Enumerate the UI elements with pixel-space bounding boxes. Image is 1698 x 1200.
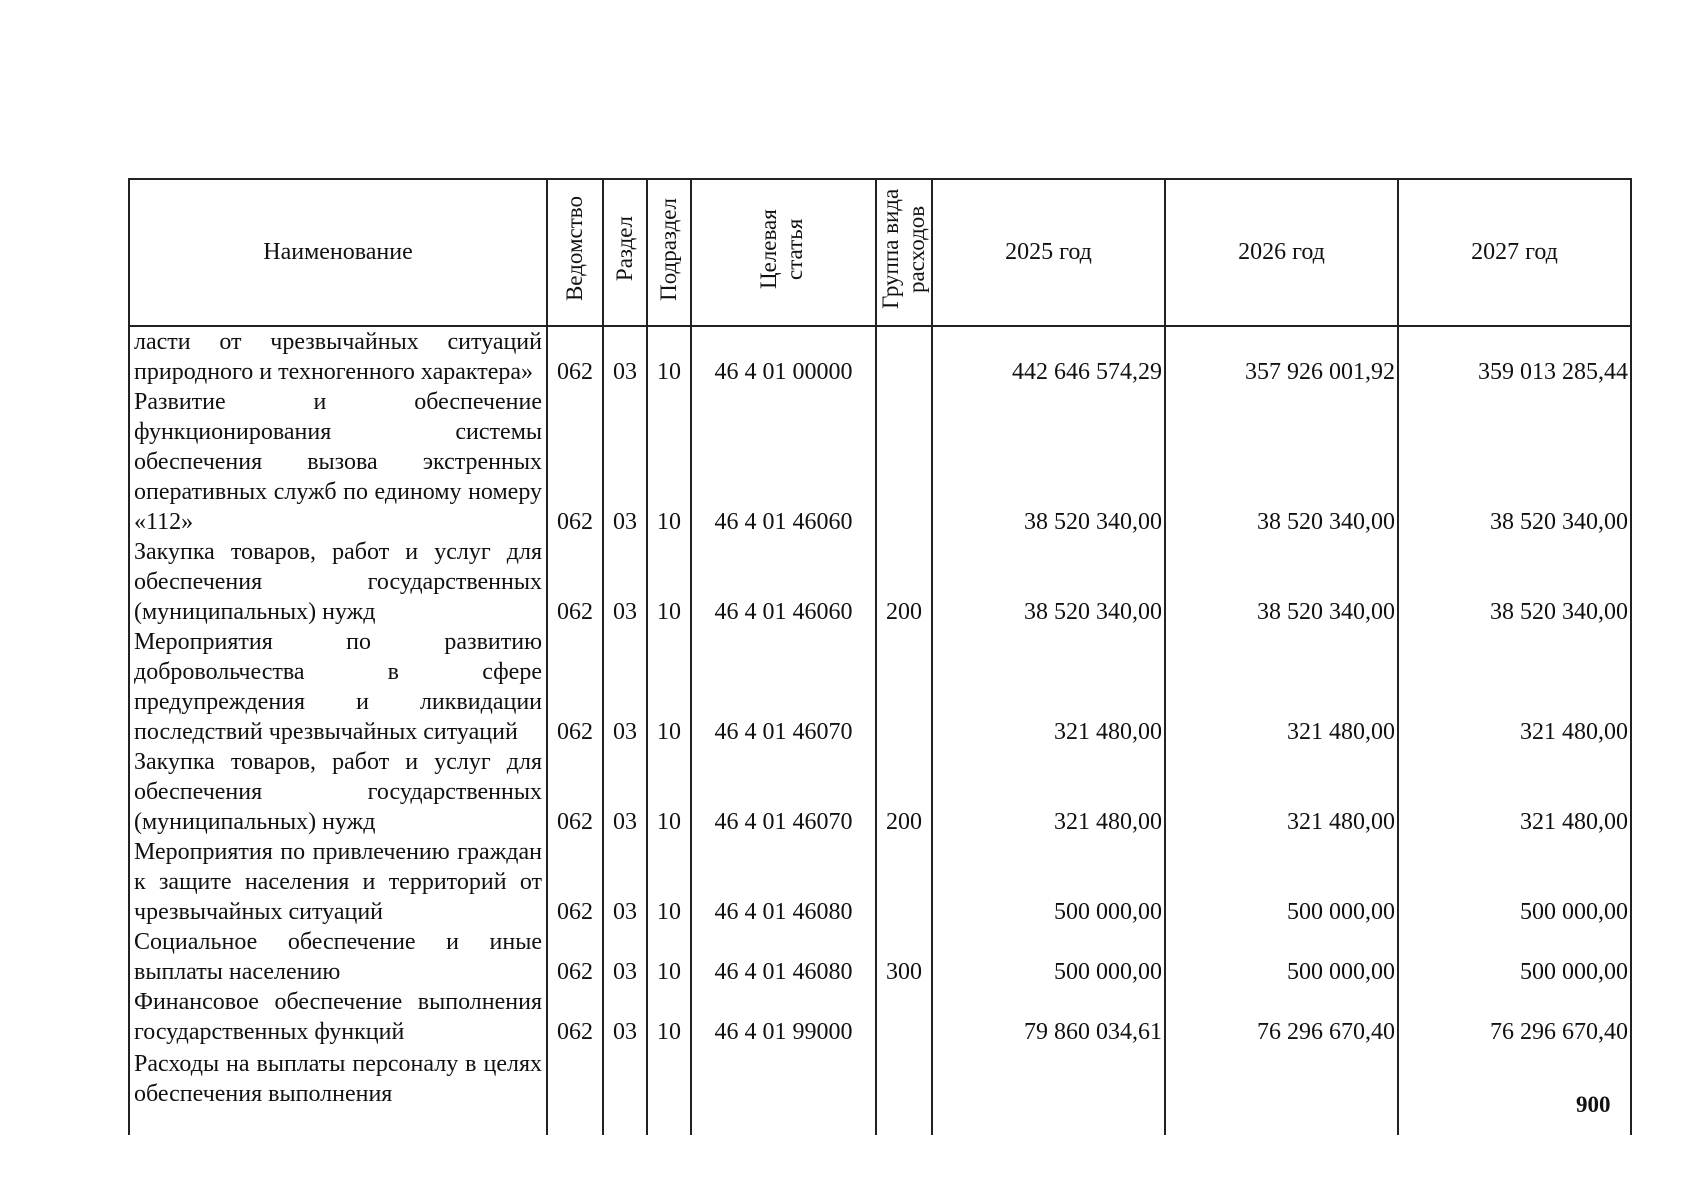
- table-row: [129, 326, 1631, 387]
- row-subsection: 10: [647, 927, 691, 987]
- table-row: [129, 1047, 1631, 1135]
- header-row: [129, 179, 1631, 326]
- row-name: Мероприятия по привлечению граждан к защите населения и территорий от чрезвычайных ситуаций: [129, 837, 547, 927]
- row-target: 46 4 01 46080: [691, 927, 876, 987]
- row-subsection: 10: [647, 987, 691, 1047]
- row-dept: 062: [547, 387, 603, 537]
- row-name: Социальное обеспечение и иные выплаты населению: [129, 927, 547, 987]
- page-number: 900: [1576, 1092, 1611, 1117]
- row-dept: 062: [547, 747, 603, 837]
- row-dept: [547, 1047, 603, 1135]
- row-subsection: 10: [647, 627, 691, 747]
- row-2026: 357 926 001,92: [1165, 326, 1398, 387]
- row-target: 46 4 01 46060: [691, 387, 876, 537]
- row-2026: 38 520 340,00: [1165, 537, 1398, 627]
- row-subsection: [647, 1047, 691, 1135]
- row-target: 46 4 01 46080: [691, 837, 876, 927]
- row-dept: 062: [547, 837, 603, 927]
- row-name: Финансовое обеспечение выполнения государственных функций: [129, 987, 547, 1047]
- row-group: [876, 387, 932, 537]
- row-subsection: 10: [647, 747, 691, 837]
- header-name: Наименование: [129, 179, 547, 326]
- row-2026: 321 480,00: [1165, 627, 1398, 747]
- budget-table: [128, 178, 1632, 1135]
- row-dept: 062: [547, 537, 603, 627]
- row-group: [876, 1047, 932, 1135]
- row-2025: 38 520 340,00: [932, 387, 1165, 537]
- row-subsection: 10: [647, 387, 691, 537]
- row-subsection: 10: [647, 537, 691, 627]
- row-section: 03: [603, 326, 647, 387]
- row-section: 03: [603, 987, 647, 1047]
- header-target: Целевая статья: [691, 179, 876, 326]
- row-2026: 76 296 670,40: [1165, 987, 1398, 1047]
- table-row: [129, 927, 1631, 987]
- row-2027: 321 480,00: [1398, 747, 1631, 837]
- row-2025: 500 000,00: [932, 837, 1165, 927]
- table-row: [129, 537, 1631, 627]
- row-2027: 38 520 340,00: [1398, 537, 1631, 627]
- row-dept: 062: [547, 927, 603, 987]
- row-2025: 79 860 034,61: [932, 987, 1165, 1047]
- row-2026: 500 000,00: [1165, 927, 1398, 987]
- row-group: [876, 987, 932, 1047]
- row-2025: 442 646 574,29: [932, 326, 1165, 387]
- row-target: [691, 1047, 876, 1135]
- row-2027: 359 013 285,44: [1398, 326, 1631, 387]
- header-2026: 2026 год: [1165, 179, 1398, 326]
- row-group: [876, 326, 932, 387]
- row-2025: 321 480,00: [932, 627, 1165, 747]
- header-dept: Ведомство: [547, 179, 603, 326]
- row-2027: 500 000,00: [1398, 927, 1631, 987]
- row-target: 46 4 01 00000: [691, 326, 876, 387]
- row-name: Мероприятия по развитию добровольчества в сфере предупреждения и ликвидации последствий чрезвычайных ситуаций: [129, 627, 547, 747]
- row-section: 03: [603, 537, 647, 627]
- table-row: [129, 747, 1631, 837]
- table-row: [129, 627, 1631, 747]
- row-section: 03: [603, 387, 647, 537]
- row-section: 03: [603, 747, 647, 837]
- row-group: 300: [876, 927, 932, 987]
- row-2026: 500 000,00: [1165, 837, 1398, 927]
- header-section: Раздел: [603, 179, 647, 326]
- row-section: 03: [603, 927, 647, 987]
- row-2027: 321 480,00: [1398, 627, 1631, 747]
- row-2027: 500 000,00: [1398, 837, 1631, 927]
- row-group: [876, 837, 932, 927]
- row-name: Закупка товаров, работ и услуг для обеспечения государственных (муниципальных) нужд: [129, 537, 547, 627]
- row-name: Развитие и обеспечение функционирования системы обеспечения вызова экстренных оперативных служб по единому номеру «112»: [129, 387, 547, 537]
- row-2025: 500 000,00: [932, 927, 1165, 987]
- row-dept: 062: [547, 326, 603, 387]
- row-2026: 38 520 340,00: [1165, 387, 1398, 537]
- header-2027: 2027 год: [1398, 179, 1631, 326]
- row-2025: [932, 1047, 1165, 1135]
- row-target: 46 4 01 46070: [691, 627, 876, 747]
- row-name: Закупка товаров, работ и услуг для обеспечения государственных (муниципальных) нужд: [129, 747, 547, 837]
- row-dept: 062: [547, 987, 603, 1047]
- header-2025: 2025 год: [932, 179, 1165, 326]
- row-2025: 321 480,00: [932, 747, 1165, 837]
- row-subsection: 10: [647, 326, 691, 387]
- row-2025: 38 520 340,00: [932, 537, 1165, 627]
- row-section: [603, 1047, 647, 1135]
- row-section: 03: [603, 837, 647, 927]
- row-target: 46 4 01 99000: [691, 987, 876, 1047]
- row-group: [876, 627, 932, 747]
- table-row: [129, 987, 1631, 1047]
- table-row: [129, 387, 1631, 537]
- row-group: 200: [876, 537, 932, 627]
- row-dept: 062: [547, 627, 603, 747]
- row-2026: [1165, 1047, 1398, 1135]
- row-group: 200: [876, 747, 932, 837]
- row-name: ласти от чрезвычайных ситуаций природного и техногенного характера»: [129, 326, 547, 387]
- row-name: Расходы на выплаты персоналу в целях обеспечения выполнения: [129, 1047, 547, 1135]
- row-target: 46 4 01 46070: [691, 747, 876, 837]
- row-section: 03: [603, 627, 647, 747]
- row-2026: 321 480,00: [1165, 747, 1398, 837]
- row-2027: [1398, 1047, 1631, 1135]
- row-subsection: 10: [647, 837, 691, 927]
- header-group: Группа вида расходов: [876, 179, 932, 326]
- row-2027: 76 296 670,40: [1398, 987, 1631, 1047]
- row-2027: 38 520 340,00: [1398, 387, 1631, 537]
- row-target: 46 4 01 46060: [691, 537, 876, 627]
- header-subsection: Подраздел: [647, 179, 691, 326]
- table-row: [129, 837, 1631, 927]
